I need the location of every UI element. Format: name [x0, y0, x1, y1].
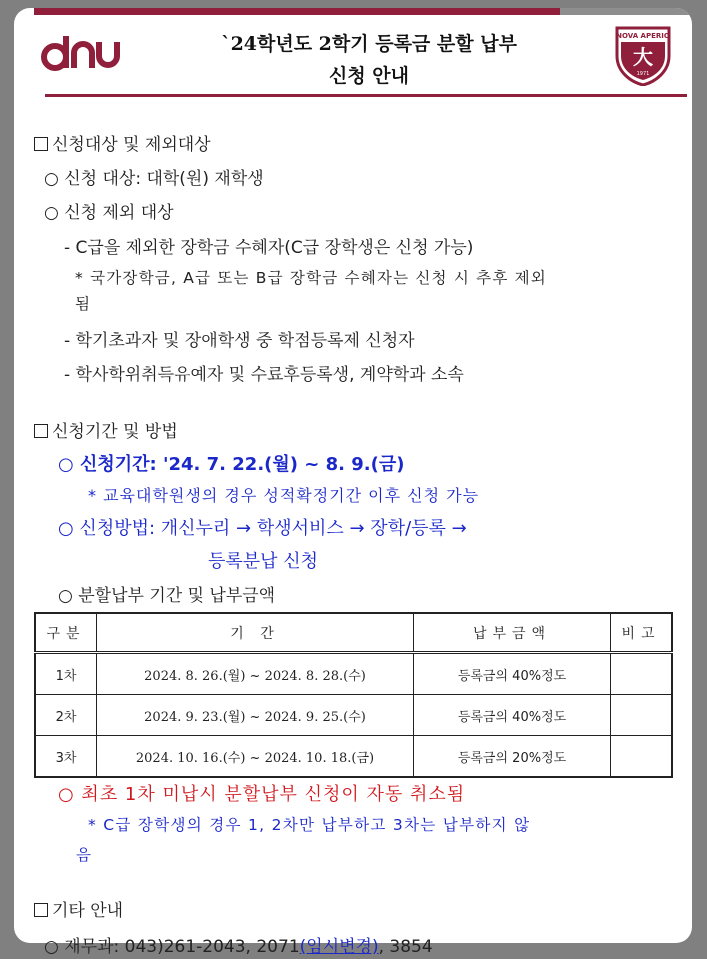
exclude-note-line-2: 됨 [75, 295, 90, 313]
svg-text:NOVA APERIO: NOVA APERIO [616, 32, 670, 40]
note-cell [611, 695, 673, 736]
exclude-note-line-1: * 국가장학금, A급 또는 B급 장학금 수혜자는 신청 시 추후 제외 [75, 269, 547, 287]
section1-heading: 신청대상 및 제외대상 [34, 130, 211, 155]
installment-table [34, 612, 673, 778]
page-title [164, 28, 574, 92]
checkbox-square-icon [34, 424, 48, 438]
dnu-logo [40, 34, 128, 74]
exclude-item-1: - C급을 제외한 장학금 수혜자(C급 장학생은 신청 가능) [64, 238, 474, 258]
col-round: 구분 [35, 613, 97, 653]
university-emblem [611, 22, 675, 86]
svg-text:大: 大 [633, 45, 653, 69]
amount-cell: 등록금의 20%정도 [414, 736, 611, 778]
exclude-item-3: - 학사학위취득유예자 및 수료후등록생, 계약학과 소속 [64, 365, 464, 385]
contact-line [44, 932, 433, 957]
temporary-change-link[interactable]: (임시변경) [299, 937, 379, 957]
title-line-2: 신청 안내 [328, 65, 410, 87]
apply-period: ○ 신청기간: '24. 7. 22.(월) ~ 8. 9.(금) [58, 454, 405, 475]
svg-text:1971: 1971 [636, 71, 650, 77]
header-divider [45, 94, 687, 97]
top-gray-bar [560, 8, 692, 15]
warning-note-line-1: * C급 장학생의 경우 1, 2차만 납부하고 3차는 납부하지 않 [88, 816, 531, 834]
table-row [35, 653, 672, 695]
section3-heading: 기타 안내 [34, 896, 123, 921]
target-line: ○ 신청 대상: 대학(원) 재학생 [44, 169, 264, 189]
auto-cancel-warning: ○ 최초 1차 미납시 분할납부 신청이 자동 취소됨 [58, 784, 466, 805]
col-period: 기 간 [97, 613, 414, 653]
title-line-1: `24학년도 2학기 등록금 분할 납부 [221, 33, 517, 55]
table-row [35, 695, 672, 736]
round-cell: 3차 [35, 736, 97, 778]
top-accent-bar [34, 8, 560, 15]
note-cell [611, 653, 673, 695]
apply-period-note: * 교육대학원생의 경우 성적확정기간 이후 신청 가능 [88, 486, 480, 505]
warning-note-line-2: 음 [76, 846, 91, 864]
svg-text:dnu: dnu [40, 34, 42, 35]
note-cell [611, 736, 673, 778]
col-note: 비고 [611, 613, 673, 653]
apply-method-line-1: ○ 신청방법: 개신누리 → 학생서비스 → 장학/등록 → [58, 518, 467, 539]
round-cell: 2차 [35, 695, 97, 736]
exclude-heading: ○ 신청 제외 대상 [44, 203, 174, 223]
table-row [35, 736, 672, 778]
contact-suffix: , 3854 [378, 937, 433, 957]
table-header-row [35, 613, 672, 653]
amount-cell: 등록금의 40%정도 [414, 653, 611, 695]
period-cell: 2024. 9. 23.(월) ~ 2024. 9. 25.(수) [97, 695, 414, 736]
col-amount: 납부금액 [414, 613, 611, 653]
period-cell: 2024. 10. 16.(수) ~ 2024. 10. 18.(금) [97, 736, 414, 778]
amount-cell: 등록금의 40%정도 [414, 695, 611, 736]
exclude-item-2: - 학기초과자 및 장애학생 중 학점등록제 신청자 [64, 331, 415, 351]
round-cell: 1차 [35, 653, 97, 695]
contact-prefix: ○ 재무과: 043)261-2043, 2071 [44, 937, 300, 957]
apply-method-line-2: 등록분납 신청 [208, 551, 319, 572]
checkbox-square-icon [34, 137, 48, 151]
section2-heading: 신청기간 및 방법 [34, 417, 178, 442]
checkbox-square-icon [34, 903, 48, 917]
schedule-heading: ○ 분할납부 기간 및 납부금액 [58, 586, 276, 606]
period-cell: 2024. 8. 26.(월) ~ 2024. 8. 28.(수) [97, 653, 414, 695]
